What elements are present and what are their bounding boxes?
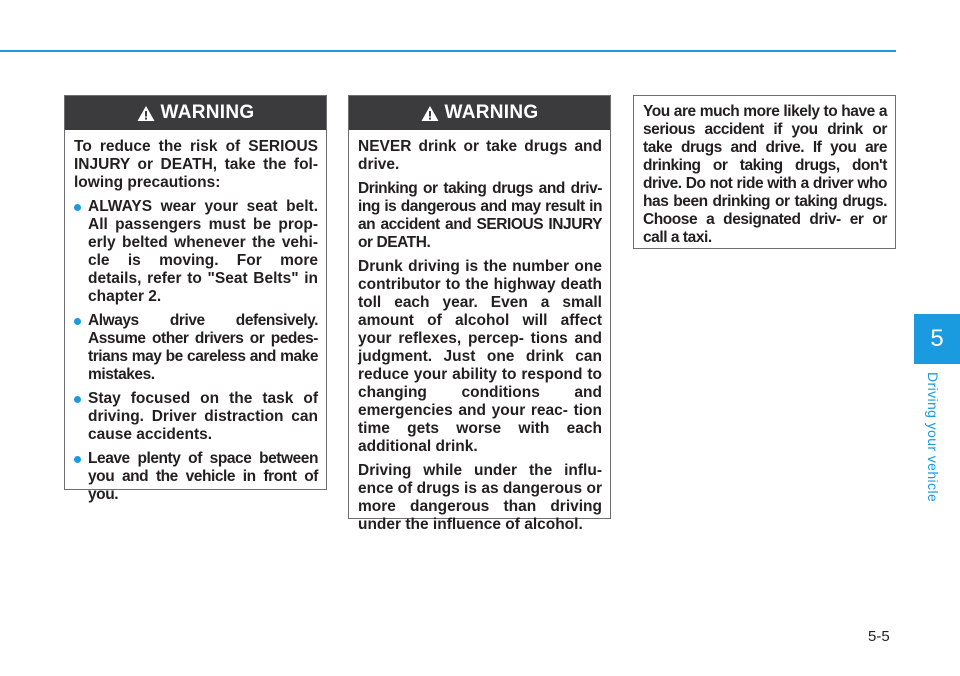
bullet-dot-icon bbox=[74, 318, 81, 325]
warning-paragraph: Drunk driving is the number one contributor to the highway death toll each year. Even a small amount of alcohol will affect your reflexes, percep- tions and judgment. Just one drink can reduce your ability to respond to changing conditions and emergencies and your reac- tion time gets worse with each additional drink. bbox=[358, 258, 602, 455]
bullet-dot-icon bbox=[74, 204, 81, 211]
list-item: ALWAYS wear your seat belt. All passengers must be prop- erly belted whenever the vehi- cle is moving. For more details, refer to "Seat Belts" in chapter 2. bbox=[74, 198, 318, 306]
info-text: You are much more likely to have a serious accident if you drink or take drugs and drive. If you are drinking or taking drugs, don't drive. Do not ride with a driver who has been drinking or taking drugs. Choose a designated driv- er or call a taxi. bbox=[643, 103, 887, 246]
list-item: Leave plenty of space between you and the vehicle in front of you. bbox=[74, 450, 318, 504]
bullet-dot-icon bbox=[74, 456, 81, 463]
warning-title: WARNING bbox=[444, 102, 539, 123]
warning-header bbox=[65, 96, 326, 130]
warning-paragraph: Drinking or taking drugs and driv- ing is dangerous and may result in an accident and SERIOUS INJURY or DEATH. bbox=[358, 180, 602, 251]
precaution-list bbox=[74, 198, 318, 504]
warning-header bbox=[349, 96, 610, 130]
bullet-dot-icon bbox=[74, 396, 81, 403]
warning-box-seat-belt bbox=[64, 95, 327, 503]
warning-title: WARNING bbox=[160, 102, 255, 123]
warning-triangle-icon bbox=[137, 105, 155, 122]
list-item: Stay focused on the task of driving. Driver distraction can cause accidents. bbox=[74, 390, 318, 444]
top-rule bbox=[0, 50, 896, 52]
chapter-title: Driving your vehicle bbox=[925, 372, 941, 503]
warning-box-drunk-driving bbox=[348, 95, 611, 533]
chapter-number-tab: 5 bbox=[914, 314, 960, 364]
warning-paragraph: NEVER drink or take drugs and drive. bbox=[358, 138, 602, 173]
list-item: Always drive defensively. Assume other drivers or pedes- trians may be careless and make mistakes. bbox=[74, 312, 318, 384]
warning-triangle-icon bbox=[421, 105, 439, 122]
page-number: 5-5 bbox=[868, 628, 890, 645]
info-box bbox=[633, 95, 896, 249]
warning-intro: To reduce the risk of SERIOUS INJURY or DEATH, take the fol- lowing precautions: bbox=[74, 138, 318, 191]
warning-paragraph: Driving while under the influ- ence of drugs is as dangerous or more dangerous than driving under the influence of alcohol. bbox=[358, 462, 602, 533]
chapter-title-vertical bbox=[919, 372, 943, 502]
